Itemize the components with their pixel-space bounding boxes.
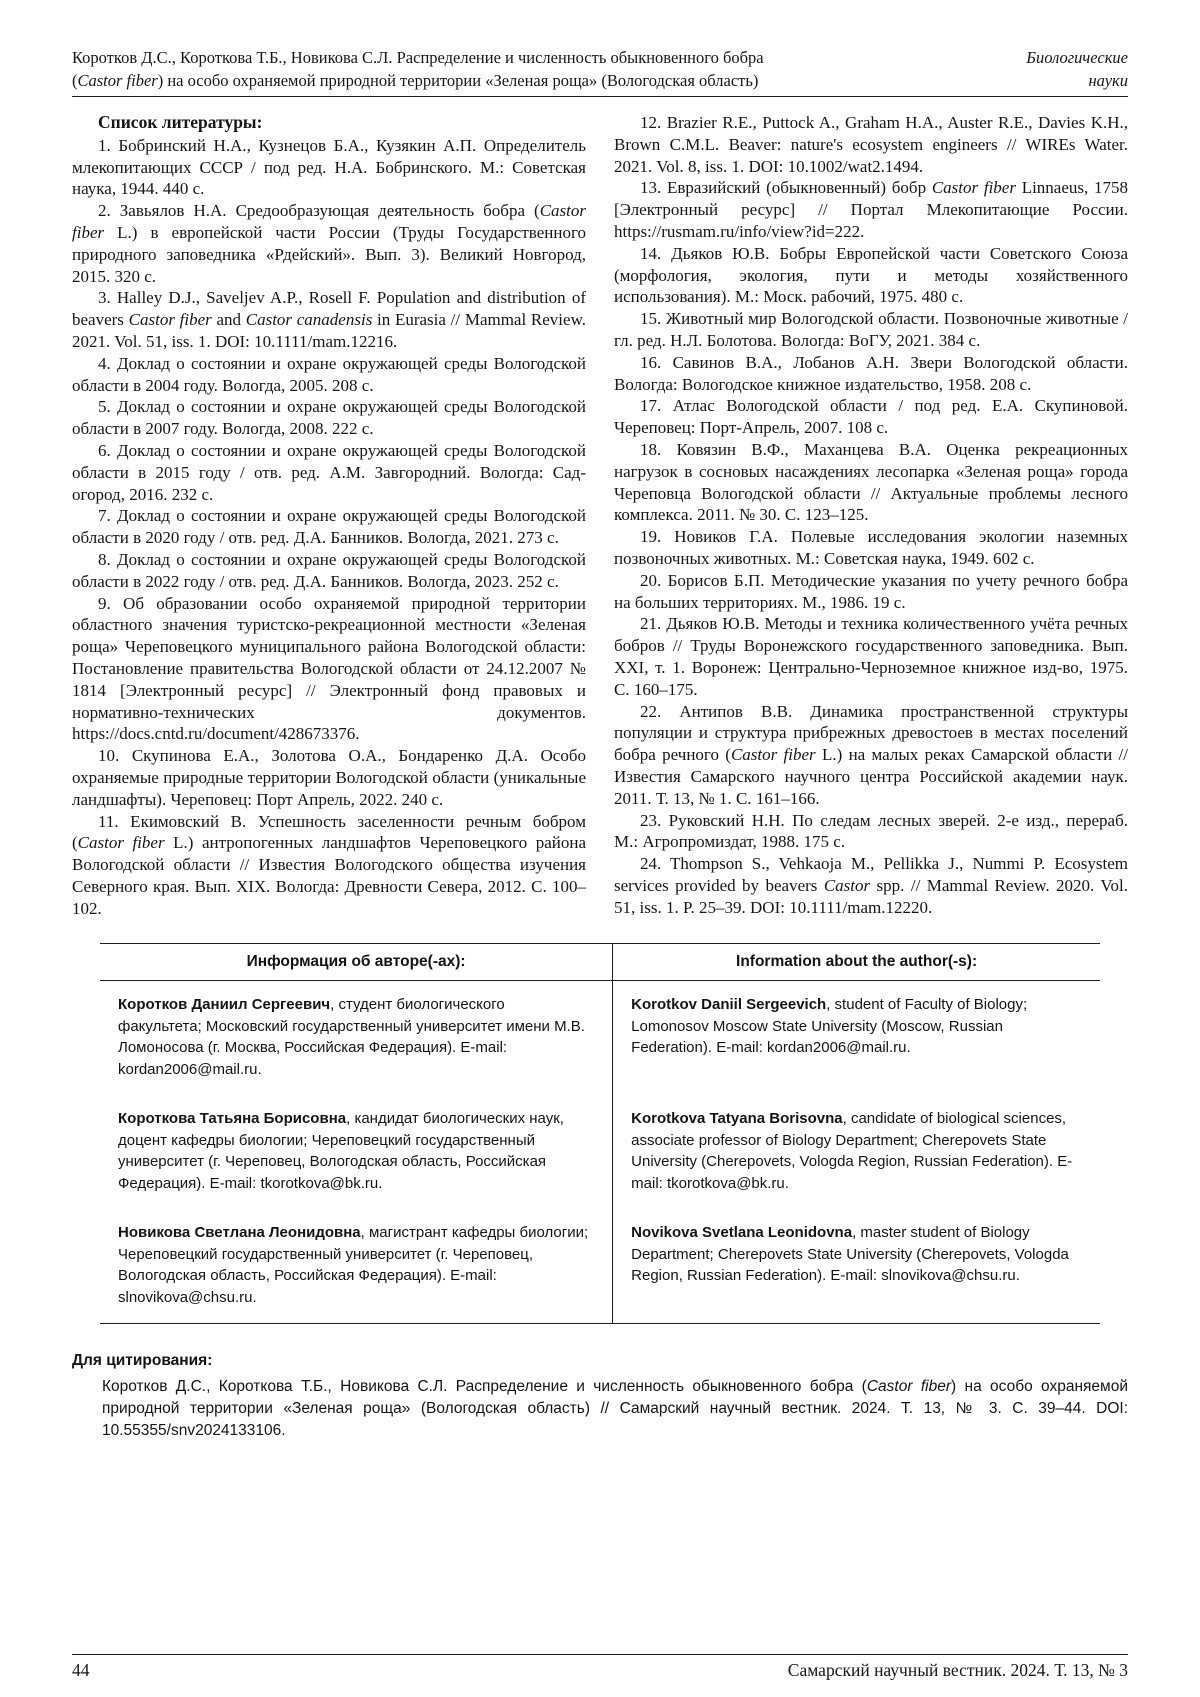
references-list-left: [72, 135, 586, 920]
reference-item: 9. Об образовании особо охраняемой природной территории областного значения туристско-рекреационной местности «Зеленая роща» Череповецкого муниципального района Вологодской области: Постановление правительства Вологодской области от 24.12.2007 № 1814 [Электронный ресурс] // Электронный фонд правовых и нормативно-технических документов. https://docs.cntd.ru/document/428673376.: [72, 593, 586, 744]
author-details-ru: , магистрант кафедры биологии; Череповецкий государственный университет (г. Череповец, Вологодская область, Российская Федерация). E-mail: slnovikova@chsu.ru.: [118, 1224, 589, 1306]
running-head-line-1: [72, 46, 1128, 69]
author-details-en: , candidate of biological sciences, associate professor of Biology Department; Cherepovets State University (Cherepovets, Vologda Region, Russian Federation). E-mail: tkorotkova@bk.ru.: [631, 1110, 1073, 1192]
reference-item: 14. Дьяков Ю.В. Бобры Европейской части Советского Союза (морфология, экология, пути и методы хозяйственного использования). М.: Моск. рабочий, 1975. 480 с.: [614, 243, 1128, 307]
reference-item: 22. Антипов В.В. Динамика пространственной структуры популяции и структура прибрежных древостоев в местах поселений бобра речного (Castor fiber L.) на малых реках Самарской области // Известия Самарского научного центра Российской академии наук. 2011. Т. 13, № 1. С. 161–166.: [614, 701, 1128, 808]
running-head-line-2: [72, 69, 1128, 92]
author-details-ru: , студент биологического факультета; Московский государственный университет имени М.В. Ломоносова (г. Москва, Российская Федерация). E-mail: kordan2006@mail.ru.: [118, 996, 585, 1078]
author-row-korotkova: [100, 1095, 1100, 1209]
reference-item: 8. Доклад о состоянии и охране окружающей среды Вологодской области в 2022 году / отв. ред. Д.А. Банников. Вологда, 2023. 252 с.: [72, 549, 586, 591]
references-title: Список литературы:: [98, 112, 263, 132]
reference-item: 19. Новиков Г.А. Полевые исследования экологии наземных позвоночных животных. М.: Советская наука, 1949. 602 с.: [614, 527, 1128, 568]
reference-item: 1. Бобринский Н.А., Кузнецов Б.А., Кузякин А.П. Определитель млекопитающих СССР / под ред. Н.А. Бобринского. М.: Советская наука, 1944. 440 с.: [72, 135, 586, 199]
author-name-ru: Новикова Светлана Леонидовна: [118, 1224, 361, 1242]
reference-item: 15. Животный мир Вологодской области. Позвоночные животные / гл. ред. Н.Л. Болотова. Вологда: ВоГУ, 2021. 384 с.: [614, 309, 1128, 350]
author-row-korotkov: [100, 981, 1100, 1096]
running-head-section-line1: Биологические: [1026, 48, 1128, 67]
reference-item: 5. Доклад о состоянии и охране окружающей среды Вологодской области в 2007 году. Вологда, 2008. 222 с.: [72, 397, 586, 439]
reference-item: 4. Доклад о состоянии и охране окружающей среды Вологодской области в 2004 году. Вологда, 2005. 208 с.: [72, 353, 586, 395]
author-name-en: Novikova Svetlana Leonidovna: [631, 1224, 853, 1242]
running-head-title-line2: (Castor fiber) на особо охраняемой природной территории «Зеленая роща» (Вологодская область): [72, 71, 759, 90]
author-details-ru: , кандидат биологических наук, доцент кафедры биологии; Череповецкий государственный университет (г. Череповец, Вологодская область, Российская Федерация). E-mail: tkorotkova@bk.ru.: [118, 1110, 564, 1192]
author-details-en: , student of Faculty of Biology; Lomonosov Moscow State University (Moscow, Russian Federation). E-mail: kordan2006@mail.ru.: [631, 996, 1028, 1057]
reference-item: 6. Доклад о состоянии и охране окружающей среды Вологодской области в 2015 году / отв. ред. А.М. Завгородний. Вологда: Сад-огород, 2016. 232 с.: [72, 440, 586, 504]
citation-label: Для цитирования:: [72, 1352, 213, 1370]
reference-item: 18. Ковязин В.Ф., Маханцева В.А. Оценка рекреационных нагрузок в сосновых насаждениях лесопарка «Зеленая роща» города Череповца Вологодской области // Актуальные проблемы лесного комплекса. 2011. № 30. С. 123–125.: [614, 439, 1128, 525]
author-name-ru: Коротков Даниил Сергеевич: [118, 996, 331, 1014]
author-korotkov-ru: [100, 981, 613, 1096]
references-column-left: [72, 112, 586, 919]
author-korotkova-en: [613, 1095, 1100, 1209]
references-column-right: [614, 112, 1128, 919]
reference-item: 20. Борисов Б.П. Методические указания по учету речного бобра на больших территориях. М., 1986. 19 с.: [614, 570, 1128, 612]
reference-item: 12. Brazier R.E., Puttock A., Graham H.A., Auster R.E., Davies K.H., Brown C.M.L. Beaver: nature's ecosystem engineers // WIREs Water. 2021. Vol. 8, iss. 1. DOI: 10.1002/wat2.1494.: [614, 113, 1128, 176]
page-footer: [72, 1654, 1128, 1681]
page-number: 44: [72, 1660, 90, 1680]
author-row-novikova: [100, 1209, 1100, 1324]
journal-reference: Самарский научный вестник. 2024. Т. 13, № 3: [787, 1660, 1128, 1680]
reference-item: 10. Скупинова Е.А., Золотова О.А., Бондаренко Д.А. Особо охраняемые природные территории Вологодской области (уникальные ландшафты). Череповец: Порт Апрель, 2022. 240 с.: [72, 746, 586, 809]
reference-item: 23. Руковский Н.Н. По следам лесных зверей. 2-е изд., перераб. М.: Агропромиздат, 1988. 175 с.: [614, 810, 1128, 852]
authors-header-ru: Информация об авторе(-ах):: [100, 944, 613, 981]
reference-item: 16. Савинов В.А., Лобанов А.Н. Звери Вологодской области. Вологда: Вологодское книжное издательство, 1958. 208 с.: [614, 352, 1128, 394]
reference-item: 17. Атлас Вологодской области / под ред. Е.А. Скупиновой. Череповец: Порт-Апрель, 2007. 108 с.: [614, 396, 1128, 438]
authors-table-header-row: [100, 944, 1100, 981]
author-name-en: Korotkov Daniil Sergeevich: [631, 996, 827, 1014]
authors-info-table: [100, 943, 1100, 1324]
author-korotkov-en: [613, 981, 1100, 1096]
running-head: [72, 46, 1128, 97]
running-head-title-line1: Коротков Д.С., Короткова Т.Б., Новикова С.Л. Распределение и численность обыкновенного бобра: [72, 48, 764, 67]
author-name-ru: Короткова Татьяна Борисовна: [118, 1110, 347, 1128]
citation-text: Коротков Д.С., Короткова Т.Б., Новикова С.Л. Распределение и численность обыкновенного бобра (Castor fiber) на особо охраняемой природной территории «Зеленая роща» (Вологодская область) // Самарский научный вестник. 2024. Т. 13, № 3. С. 39–44. DOI: 10.55355/snv2024133106.: [102, 1378, 1128, 1440]
reference-item: 2. Завьялов Н.А. Средообразующая деятельность бобра (Castor fiber L.) в европейской части России (Труды Государственного природного заповедника «Рдейский». Вып. 3). Великий Новгород, 2015. 320 с.: [72, 201, 586, 286]
references-list-right: [614, 112, 1128, 918]
reference-item: 24. Thompson S., Vehkaoja M., Pellikka J., Nummi P. Ecosystem services provided by beavers Castor spp. // Mammal Review. 2020. Vol. 51, iss. 1. P. 25–39. DOI: 10.1111/mam.12220.: [614, 854, 1128, 917]
author-korotkova-ru: [100, 1095, 613, 1209]
reference-item: 7. Доклад о состоянии и охране окружающей среды Вологодской области в 2020 году / отв. ред. Д.А. Банников. Вологда, 2021. 273 с.: [72, 506, 586, 548]
author-details-en: , master student of Biology Department; Cherepovets State University (Cherepovets, Vologda Region, Russian Federation). E-mail: slnovikova@chsu.ru.: [631, 1224, 1069, 1285]
author-novikova-ru: [100, 1209, 613, 1324]
running-head-section-line2: науки: [1088, 71, 1128, 90]
reference-item: 13. Евразийский (обыкновенный) бобр Castor fiber Linnaeus, 1758 [Электронный ресурс] // Портал Млекопитающие России. https://rusmam.ru/info/view?id=222.: [614, 178, 1128, 241]
reference-item: 11. Екимовский В. Успешность заселенности речным бобром (Castor fiber L.) антропогенных ландшафтов Череповецкого района Вологодской области // Известия Вологодского общества изучения Северного края. Вып. XIX. Вологда: Древности Севера, 2012. С. 100–102.: [72, 811, 587, 918]
author-novikova-en: [613, 1209, 1100, 1324]
author-name-en: Korotkova Tatyana Borisovna: [631, 1110, 843, 1128]
two-column-body: [72, 112, 1128, 919]
authors-header-en: Information about the author(-s):: [613, 944, 1100, 981]
citation-block: [72, 1352, 1128, 1442]
reference-item: 21. Дьяков Ю.В. Методы и техника количественного учёта речных бобров // Труды Воронежского государственного заповедника. Вып. XXI, т. 1. Воронеж: Центрально-Черноземное книжное изд-во, 1975. С. 160–175.: [614, 614, 1128, 699]
reference-item: 3. Halley D.J., Saveljev A.P., Rosell F. Population and distribution of beavers Castor fiber and Castor canadensis in Eurasia // Mammal Review. 2021. Vol. 51, iss. 1. DOI: 10.1111/mam.12216.: [72, 288, 586, 351]
